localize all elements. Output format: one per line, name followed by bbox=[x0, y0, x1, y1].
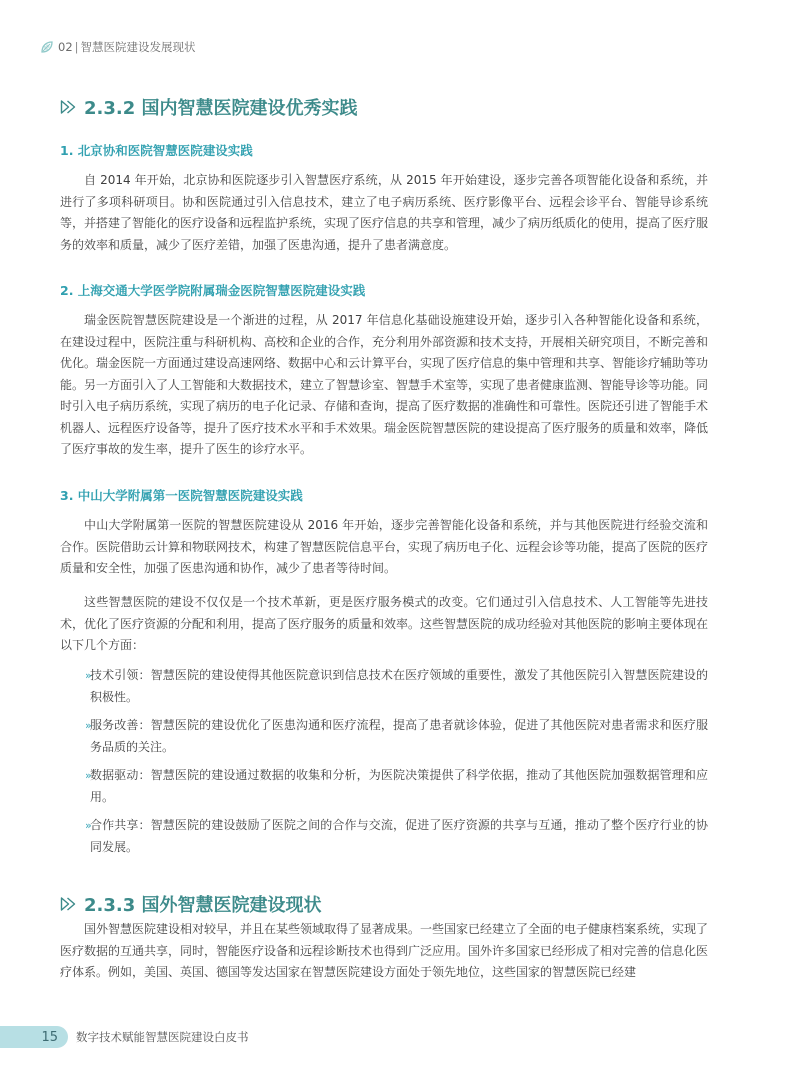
subsection-heading-2: 2. 上海交通大学医学院附属瑞金医院智慧医院建设实践 bbox=[60, 283, 366, 298]
bullet-text: 数据驱动：智慧医院的建设通过数据的收集和分析，为医院决策提供了科学依据，推动了其他医院加强数据管理和应用。 bbox=[90, 768, 708, 804]
paragraph-sun-yat-sen: 中山大学附属第一医院的智慧医院建设从 2016 年开始，逐步完善智能化设备和系统，并与其他医院进行经验交流和合作。医院借助云计算和物联网技术，构建了智慧医院信息平台，实现了病历电子化、远程会诊等功能，提高了医院的医疗质量和安全性，加强了医患沟通和协作，减少了患者等待时间。 bbox=[60, 518, 709, 575]
bullet-text: 技术引领：智慧医院的建设使得其他医院意识到信息技术在医疗领域的重要性，激发了其他医院引入智慧医院建设的积极性。 bbox=[90, 668, 708, 704]
bullet-text: 服务改善：智慧医院的建设优化了医患沟通和医疗流程，提高了患者就诊体验，促进了其他医院对患者需求和医疗服务品质的关注。 bbox=[90, 718, 708, 754]
chapter-number: 02 bbox=[58, 40, 73, 54]
bullet-marker-icon: » bbox=[85, 769, 92, 782]
bullet-item bbox=[60, 715, 708, 758]
bullet-marker-icon: » bbox=[85, 669, 92, 682]
header-separator: | bbox=[74, 40, 79, 54]
section-title: 2.3.2 国内智慧医院建设优秀实践 bbox=[84, 98, 358, 119]
page-number-badge bbox=[0, 1026, 68, 1048]
section-title: 2.3.3 国外智慧医院建设现状 bbox=[84, 895, 322, 916]
subsection-heading-1: 1. 北京协和医院智慧医院建设实践 bbox=[60, 143, 253, 158]
double-arrow-icon bbox=[60, 896, 78, 912]
subsection-heading-3: 3. 中山大学附属第一医院智慧医院建设实践 bbox=[60, 488, 303, 503]
bullet-item bbox=[60, 665, 708, 708]
paragraph-peking-union: 自 2014 年开始，北京协和医院逐步引入智慧医疗系统，从 2015 年开始建设，逐步完善各项智能化设备和系统，并进行了多项科研项目。协和医院通过引入信息技术，建立了电子病历系统、医疗影像平台、远程会诊平台、智能导诊系统等，并搭建了智能化的医疗设备和远程监护系统，实现了医疗信息的共享和管理，减少了病历纸质化的使用，提高了医疗服务的效率和质量，减少了医疗差错，加强了医患沟通，提升了患者满意度。 bbox=[60, 173, 709, 252]
bullet-marker-icon: » bbox=[85, 819, 92, 832]
impact-bullet-list bbox=[60, 665, 708, 865]
page-footer bbox=[0, 1026, 249, 1048]
section-heading-2-3-3 bbox=[60, 891, 322, 917]
page-number: 15 bbox=[41, 1029, 58, 1045]
double-arrow-icon bbox=[60, 99, 78, 115]
paragraph-ruijin: 瑞金医院智慧医院建设是一个渐进的过程，从 2017 年信息化基础设施建设开始，逐步引入各种智能化设备和系统，在建设过程中，医院注重与科研机构、高校和企业的合作，充分利用外部资源和技术支持，开展相关研究项目，不断完善和优化。瑞金医院一方面通过建设高速网络、数据中心和云计算平台，实现了医疗信息的集中管理和共享、智能诊疗辅助等功能。另一方面引入了人工智能和大数据技术，建立了智慧诊室、智慧手术室等，实现了患者健康监测、智能导诊等功能。同时引入电子病历系统，实现了病历的电子化记录、存储和查询，提高了医疗数据的准确性和可靠性。医院还引进了智能手术机器人、远程医疗设备等，提升了医疗技术水平和手术效果。瑞金医院智慧医院的建设提高了医疗服务的质量和效率，降低了医疗事故的发生率，提升了医生的诊疗水平。 bbox=[60, 313, 709, 456]
running-header bbox=[40, 38, 196, 56]
bullet-marker-icon: » bbox=[85, 719, 92, 732]
leaf-logo-icon bbox=[40, 40, 54, 54]
chapter-title: 智慧医院建设发展现状 bbox=[80, 40, 196, 54]
bullet-text: 合作共享：智慧医院的建设鼓励了医院之间的合作与交流，促进了医疗资源的共享与互通，推动了整个医疗行业的协同发展。 bbox=[90, 818, 708, 854]
paragraph-foreign-status: 国外智慧医院建设相对较早，并且在某些领域取得了显著成果。一些国家已经建立了全面的电子健康档案系统，实现了医疗数据的互通共享，同时，智能医疗设备和远程诊断技术也得到广泛应用。国外许多国家已经形成了相对完善的信息化医疗体系。例如，美国、英国、德国等发达国家在智慧医院建设方面处于领先地位，这些国家的智慧医院已经建 bbox=[60, 922, 709, 979]
section-heading-2-3-2 bbox=[60, 94, 358, 120]
bullet-item bbox=[60, 815, 708, 858]
book-title: 数字技术赋能智慧医院建设白皮书 bbox=[76, 1030, 249, 1044]
paragraph-summary: 这些智慧医院的建设不仅仅是一个技术革新，更是医疗服务模式的改变。它们通过引入信息技术、人工智能等先进技术，优化了医疗资源的分配和利用，提高了医疗服务的质量和效率。这些智慧医院的成功经验对其他医院的影响主要体现在以下几个方面： bbox=[60, 595, 709, 652]
bullet-item bbox=[60, 765, 708, 808]
